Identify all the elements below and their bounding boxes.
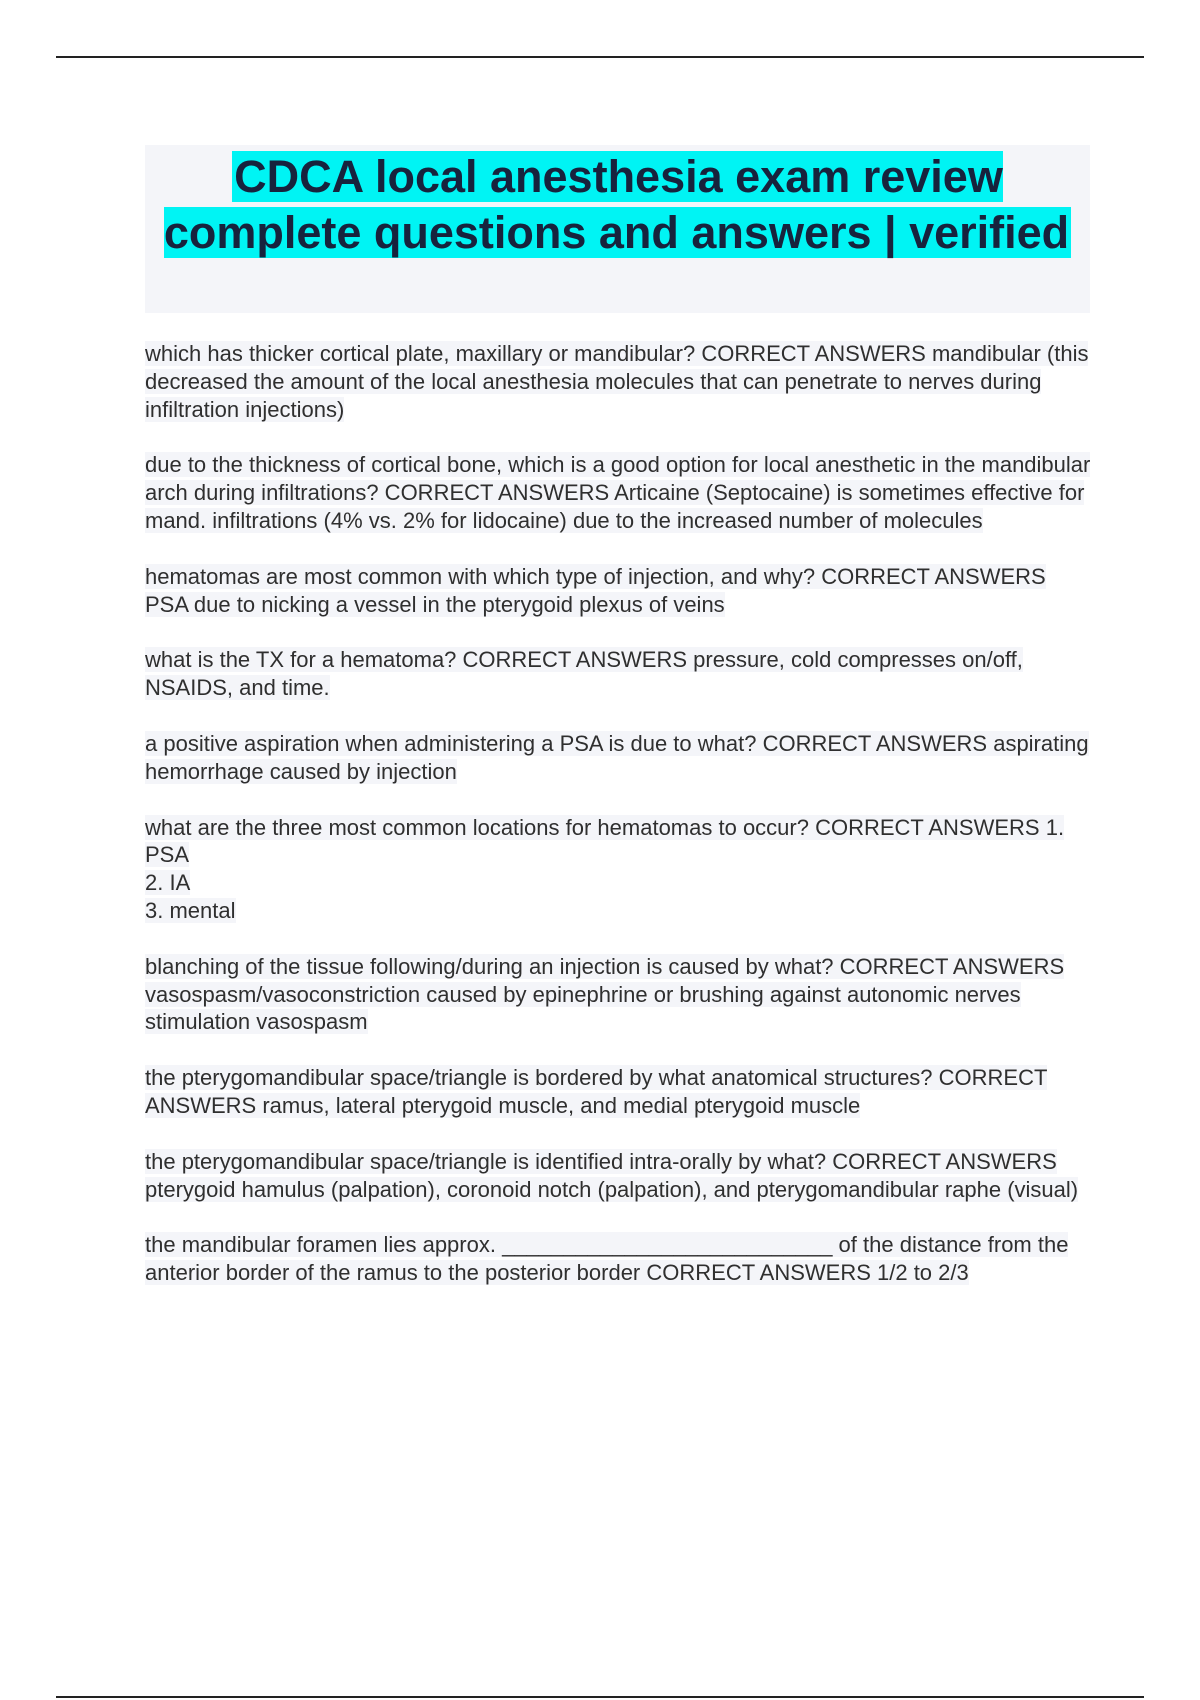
qa-list xyxy=(145,340,1095,1315)
qa-item xyxy=(145,953,1095,1036)
document-title xyxy=(145,145,1090,261)
qa-text: due to the thickness of cortical bone, which is a good option for local anesthetic in the mandibular arch during infiltrations? CORRECT ANSWERS Articaine (Septocaine) is sometimes effective for mand. infiltrations (4% vs. 2% for lidocaine) due to the increased number of molecules xyxy=(145,452,1091,533)
qa-text: a positive aspiration when administering a PSA is due to what? CORRECT ANSWERS aspirating hemorrhage caused by injection xyxy=(145,730,1089,784)
qa-text: hematomas are most common with which type of injection, and why? CORRECT ANSWERS PSA due to nicking a vessel in the pterygoid plexus of veins xyxy=(145,563,1046,617)
document-title-text: CDCA local anesthesia exam review complete questions and answers | verified xyxy=(163,151,1070,258)
qa-text: blanching of the tissue following/during an injection is caused by what? CORRECT ANSWERS vasospasm/vasoconstriction caused by epinephrine or brushing against autonomic nerves stimulation vasospasm xyxy=(145,953,1065,1035)
qa-item xyxy=(145,451,1095,534)
qa-item xyxy=(145,814,1095,925)
qa-text: the pterygomandibular space/triangle is bordered by what anatomical structures? CORRECT ANSWERS ramus, lateral pterygoid muscle, and medial pterygoid muscle xyxy=(145,1065,1048,1118)
qa-text: which has thicker cortical plate, maxillary or mandibular? CORRECT ANSWERS mandibular (this decreased the amount of the local anesthesia molecules that can penetrate to nerves during infiltration injections) xyxy=(145,341,1089,422)
qa-item xyxy=(145,730,1095,786)
qa-item xyxy=(145,1064,1095,1120)
top-rule xyxy=(56,56,1144,58)
qa-item xyxy=(145,563,1095,619)
qa-text: the pterygomandibular space/triangle is identified intra-orally by what? CORRECT ANSWERS pterygoid hamulus (palpation), coronoid notch (palpation), and pterygomandibular raphe (visual) xyxy=(145,1148,1079,1202)
qa-item xyxy=(145,1148,1095,1204)
qa-text: what is the TX for a hematoma? CORRECT ANSWERS pressure, cold compresses on/off, NSAIDS, and time. xyxy=(145,647,1023,701)
bottom-rule xyxy=(56,1696,1144,1698)
qa-item xyxy=(145,646,1095,702)
qa-item xyxy=(145,340,1095,423)
qa-text: the mandibular foramen lies approx. ___________________________ of the distance from the anterior border of the ramus to the posterior border CORRECT ANSWERS 1/2 to 2/3 xyxy=(145,1232,1069,1286)
title-banner xyxy=(145,145,1090,313)
qa-item xyxy=(145,1231,1095,1287)
qa-text: what are the three most common locations for hematomas to occur? CORRECT ANSWERS 1. PSA 2. IA 3. mental xyxy=(145,814,1065,923)
